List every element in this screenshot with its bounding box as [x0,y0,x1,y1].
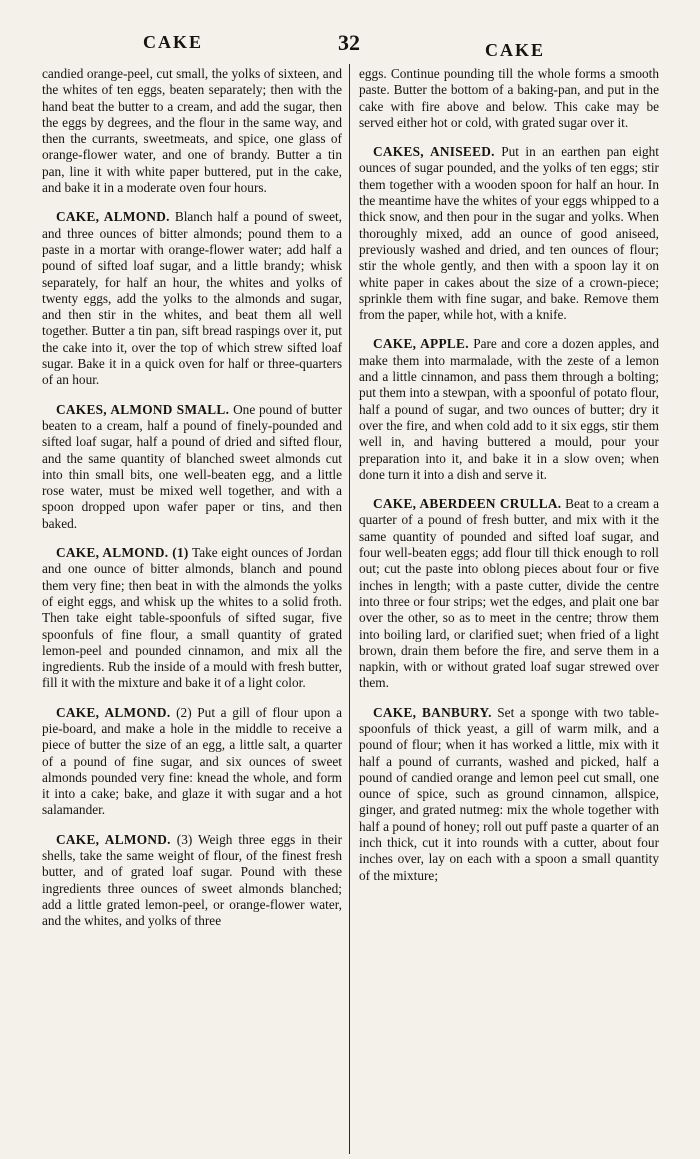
recipe-heading: CAKE, ALMOND. [56,831,171,847]
recipe-heading: CAKE, BANBURY. [373,704,492,720]
recipe-body: Beat to a cream a quarter of a pound of fresh butter, and mix with it the same quantity of pounded and sifted loaf sugar, and four well-beaten eggs; add flour till thick enough to roll out; cut the paste into oblong pieces about four or five inches in length; with a paste cutter, divide the centre into three or four strips; wet the edges, and plait one bar over the other, so as to meet in the centre; throw them into boiling lard, or clarified suet; when fried of a light brown, drain them before the fire, and serve them in a napkin, with or without grated loaf sugar strewed over them. [359,496,659,691]
recipe-heading: CAKES, ALMOND SMALL. [56,401,230,417]
recipe-body: (3) Weigh three eggs in their shells, take the same weight of flour, of the finest fresh butter, and of grated loaf sugar. Pound with these ingredients three ounces of sweet almonds blanched; add a little grated lemon-peel, or orange-flower water, and the whites, and yolks of three [42,831,342,929]
recipe-entry [359,144,659,323]
recipe-entry [42,832,342,930]
recipe-heading: CAKE, ALMOND. (1) [56,545,189,561]
recipe-entry [42,209,342,388]
recipe-heading: CAKE, ALMOND. [56,704,171,720]
recipe-entry [42,66,342,196]
recipe-entry [359,705,659,884]
recipe-body: Pare and core a dozen apples, and make them into marmalade, with the zeste of a lemon and a little cinnamon, and pass them through a bolting; put them into a stewpan, with a spoonful of potato flour, half a pound of sugar, and two ounces of butter; dry it over the fire, and when cold add to it six eggs, stir them well in, and having buttered a mould, pour your preparation into it, and bake it in a slow oven; when done turn it into a dish and serve it. [359,336,660,482]
recipe-body: Put in an earthen pan eight ounces of sugar pounded, and the yolks of ten eggs; stir them together with a wooden spoon for half an hour. In the meantime have the whites of your eggs whipped to a thick snow, and then pour in the sugar and yolks. When thoroughly mixed, add an ounce of good aniseed, previously washed and dried, and ten ounces of flour; stir the whole gently, and then with a spoon lay it on white paper in cakes about the size of a crown-piece; sprinkle them with fine sugar, and bake. Remove them from the paper, while hot, with a knife. [359,144,660,323]
right-column [359,66,659,897]
recipe-body: eggs. Continue pounding till the whole forms a smooth paste. Butter the bottom of a baking-pan, and put in the cake with fire above and below. This cake may be served either hot or cold, with grated sugar over it. [359,66,659,130]
running-head-right: CAKE [485,40,546,60]
page-header [0,0,700,62]
recipe-body: (2) Put a gill of flour upon a pie-board, and make a hole in the middle to receive a piece of butter the size of an egg, a little salt, a quarter of a pound of fine sugar, and six ounces of sweet almonds pounded very fine: knead the whole, and form it into a cake; bake, and glaze it with sugar and a hot salamander. [42,704,342,818]
recipe-body: candied orange-peel, cut small, the yolks of sixteen, and the whites of ten eggs, beaten separately; then with the hand beat the butter to a cream, and add the sugar, then the eggs by degrees, and the flour in the same way, and then the currants, sweetmeats, and spice, one glass of orange-flower water, and one of brandy. Butter a tin pan, line it with white paper buttered, put in the cake, and bake it in a moderate oven four hours. [42,66,342,196]
recipe-heading: CAKE, ALMOND. [56,209,170,225]
page-number: 32 [338,30,360,55]
recipe-heading: CAKE, APPLE. [373,336,469,352]
recipe-entry [359,336,659,483]
recipe-entry [42,402,342,532]
running-head-left: CAKE [143,32,204,52]
recipe-body: Blanch half a pound of sweet, and three ounces of bitter almonds; pound them to a paste in a mortar with orange-flower water; add half a pound of sifted loaf sugar, and a little brandy; whisk separately, for half an hour, the whites and yolks of twenty eggs, add the yolks to the almonds and sugar, and then stir in the whites, and beat them all well together. Butter a tin pan, sift bread raspings over it, put the cake into it, over the top of which strew sifted loaf sugar. Bake it in a quick oven for half or three-quarters of an hour. [42,209,342,388]
recipe-entry [42,705,342,819]
recipe-body: One pound of butter beaten to a cream, half a pound of finely-pounded and sifted loaf sugar, half a pound of dried and sifted flour, and the same quantity of blanched sweet almonds cut into thin small bits, one well-beaten egg, and a little rose water, must be mixed well together, and with a spoon dropped upon wafer paper or tins, and then baked. [42,401,343,531]
column-divider [349,64,350,1154]
recipe-entry [359,496,659,692]
recipe-entry [359,66,659,131]
recipe-entry [42,545,342,692]
left-column [42,66,342,943]
recipe-heading: CAKE, ABERDEEN CRULLA. [373,496,562,512]
recipe-body: Set a sponge with two table-spoonfuls of thick yeast, a gill of warm milk, and a pound of flour; when it has worked a little, mix with it half a pound of currants, washed and picked, half a pound of candied orange and lemon peel cut small, one ounce of spice, such as ground cinnamon, allspice, ginger, and grated nutmeg: mix the whole together with half a pound of honey; roll out puff paste a quarter of an inch thick, cut it into rounds with a cutter, about four inches over, lay on each with a spoon a small quantity of the mixture; [359,704,659,883]
recipe-heading: CAKES, ANISEED. [373,144,495,160]
recipe-body: Take eight ounces of Jordan and one ounce of bitter almonds, blanch and pound them very fine; then beat in with the almonds the yolks of eight eggs, and whisk up the whites to a solid froth. Then take eight table-spoonfuls of sifted sugar, five spoonfuls of fine flour, a small quantity of grated lemon-peel and pounded cinnamon, and mix all the ingredients. Rub the inside of a mould with fresh butter, fill it with the mixture and bake it of a light color. [42,545,343,691]
